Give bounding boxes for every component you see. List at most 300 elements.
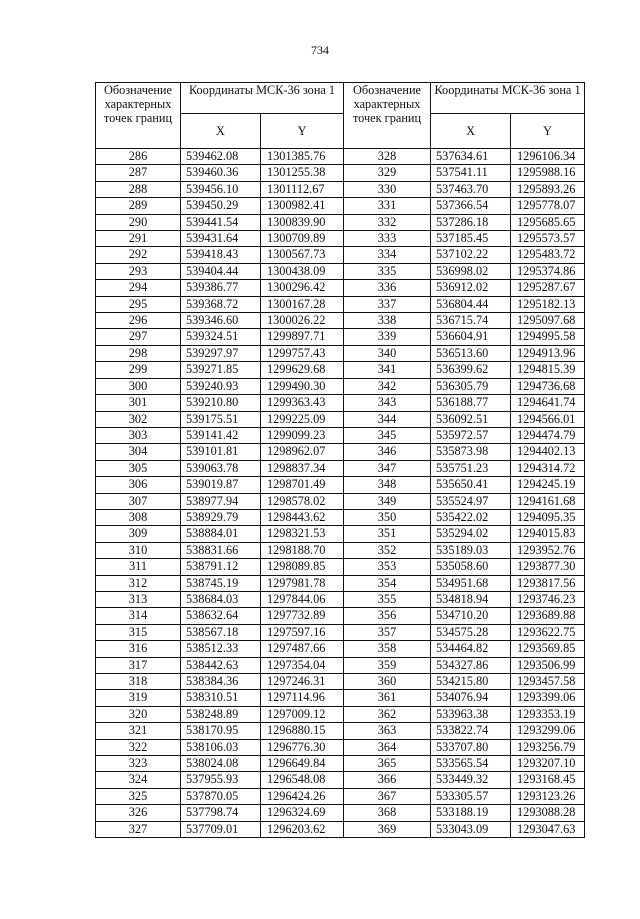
point-number-right: 363 <box>344 723 431 739</box>
point-number-left: 289 <box>96 198 181 214</box>
y-coordinate-right: 1293207.10 <box>511 756 585 772</box>
y-coordinate-right: 1294815.39 <box>511 362 585 378</box>
table-row <box>96 313 585 329</box>
x-coordinate-left: 539404.44 <box>181 263 261 279</box>
y-coordinate-left: 1301112.67 <box>261 181 344 197</box>
x-coordinate-left: 537709.01 <box>181 821 261 837</box>
x-coordinate-left: 539240.93 <box>181 378 261 394</box>
table-row <box>96 296 585 312</box>
table-row <box>96 247 585 263</box>
y-coordinate-left: 1299363.43 <box>261 395 344 411</box>
x-coordinate-right: 536092.51 <box>431 411 511 427</box>
y-coordinate-left: 1300438.09 <box>261 263 344 279</box>
y-coordinate-left: 1296776.30 <box>261 739 344 755</box>
x-coordinate-left: 538745.19 <box>181 575 261 591</box>
point-number-right: 328 <box>344 149 431 165</box>
table-row <box>96 641 585 657</box>
x-coordinate-right: 534076.94 <box>431 690 511 706</box>
x-coordinate-right: 535524.97 <box>431 493 511 509</box>
point-number-right: 354 <box>344 575 431 591</box>
point-number-right: 347 <box>344 460 431 476</box>
x-coordinate-right: 536998.02 <box>431 263 511 279</box>
x-coordinate-left: 537955.93 <box>181 772 261 788</box>
y-coordinate-left: 1299629.68 <box>261 362 344 378</box>
y-coordinate-right: 1293123.26 <box>511 788 585 804</box>
y-coordinate-left: 1298321.53 <box>261 526 344 542</box>
column-header-x-left: X <box>181 114 261 149</box>
table-row <box>96 411 585 427</box>
x-coordinate-left: 538929.79 <box>181 509 261 525</box>
x-coordinate-right: 533822.74 <box>431 723 511 739</box>
column-header-y-right: Y <box>511 114 585 149</box>
x-coordinate-right: 537102.22 <box>431 247 511 263</box>
x-coordinate-right: 533449.32 <box>431 772 511 788</box>
point-number-right: 335 <box>344 263 431 279</box>
y-coordinate-right: 1293506.99 <box>511 657 585 673</box>
point-number-left: 299 <box>96 362 181 378</box>
x-coordinate-left: 539063.78 <box>181 460 261 476</box>
x-coordinate-left: 538512.33 <box>181 641 261 657</box>
x-coordinate-left: 539462.08 <box>181 149 261 165</box>
point-number-right: 365 <box>344 756 431 772</box>
y-coordinate-right: 1294314.72 <box>511 460 585 476</box>
x-coordinate-left: 537798.74 <box>181 805 261 821</box>
y-coordinate-right: 1295483.72 <box>511 247 585 263</box>
table-row <box>96 509 585 525</box>
point-number-left: 309 <box>96 526 181 542</box>
y-coordinate-right: 1293256.79 <box>511 739 585 755</box>
point-number-left: 317 <box>96 657 181 673</box>
point-number-left: 290 <box>96 214 181 230</box>
point-number-right: 358 <box>344 641 431 657</box>
y-coordinate-right: 1295685.65 <box>511 214 585 230</box>
coordinates-table <box>95 82 585 838</box>
table-row <box>96 526 585 542</box>
x-coordinate-right: 537286.18 <box>431 214 511 230</box>
point-number-left: 326 <box>96 805 181 821</box>
point-number-left: 295 <box>96 296 181 312</box>
table-row <box>96 214 585 230</box>
point-number-right: 366 <box>344 772 431 788</box>
x-coordinate-left: 538977.94 <box>181 493 261 509</box>
point-number-left: 288 <box>96 181 181 197</box>
y-coordinate-right: 1295097.68 <box>511 313 585 329</box>
y-coordinate-right: 1294641.74 <box>511 395 585 411</box>
y-coordinate-right: 1294095.35 <box>511 509 585 525</box>
point-number-left: 307 <box>96 493 181 509</box>
x-coordinate-right: 536604.91 <box>431 329 511 345</box>
x-coordinate-left: 539297.97 <box>181 345 261 361</box>
table-row <box>96 575 585 591</box>
x-coordinate-left: 538442.63 <box>181 657 261 673</box>
column-header-y-left: Y <box>261 114 344 149</box>
table-row <box>96 198 585 214</box>
table-row <box>96 280 585 296</box>
table-row <box>96 723 585 739</box>
y-coordinate-left: 1300839.90 <box>261 214 344 230</box>
point-number-left: 319 <box>96 690 181 706</box>
y-coordinate-left: 1297114.96 <box>261 690 344 706</box>
y-coordinate-left: 1296203.62 <box>261 821 344 837</box>
y-coordinate-right: 1294736.68 <box>511 378 585 394</box>
point-number-right: 361 <box>344 690 431 706</box>
x-coordinate-right: 536513.60 <box>431 345 511 361</box>
x-coordinate-right: 535189.03 <box>431 542 511 558</box>
y-coordinate-left: 1299897.71 <box>261 329 344 345</box>
y-coordinate-left: 1298578.02 <box>261 493 344 509</box>
x-coordinate-right: 535058.60 <box>431 559 511 575</box>
y-coordinate-left: 1298089.85 <box>261 559 344 575</box>
x-coordinate-left: 538791.12 <box>181 559 261 575</box>
x-coordinate-right: 533565.54 <box>431 756 511 772</box>
x-coordinate-left: 537870.05 <box>181 788 261 804</box>
point-number-left: 297 <box>96 329 181 345</box>
x-coordinate-right: 535422.02 <box>431 509 511 525</box>
point-number-right: 350 <box>344 509 431 525</box>
y-coordinate-right: 1296106.34 <box>511 149 585 165</box>
y-coordinate-right: 1295287.67 <box>511 280 585 296</box>
table-row <box>96 559 585 575</box>
x-coordinate-left: 538024.08 <box>181 756 261 772</box>
x-coordinate-right: 537463.70 <box>431 181 511 197</box>
table-row <box>96 444 585 460</box>
x-coordinate-left: 538684.03 <box>181 591 261 607</box>
point-number-right: 331 <box>344 198 431 214</box>
x-coordinate-left: 539456.10 <box>181 181 261 197</box>
x-coordinate-right: 533707.80 <box>431 739 511 755</box>
x-coordinate-right: 537366.54 <box>431 198 511 214</box>
table-row <box>96 493 585 509</box>
x-coordinate-left: 538106.03 <box>181 739 261 755</box>
point-number-right: 360 <box>344 674 431 690</box>
y-coordinate-left: 1298188.70 <box>261 542 344 558</box>
table-row <box>96 690 585 706</box>
point-number-right: 364 <box>344 739 431 755</box>
table-row <box>96 395 585 411</box>
x-coordinate-left: 539368.72 <box>181 296 261 312</box>
column-header-coords-left: Координаты МСК-36 зона 1 <box>181 83 344 114</box>
y-coordinate-right: 1293299.06 <box>511 723 585 739</box>
point-number-right: 367 <box>344 788 431 804</box>
point-number-left: 302 <box>96 411 181 427</box>
point-number-right: 353 <box>344 559 431 575</box>
y-coordinate-left: 1298701.49 <box>261 477 344 493</box>
y-coordinate-left: 1298837.34 <box>261 460 344 476</box>
table-row <box>96 345 585 361</box>
point-number-left: 314 <box>96 608 181 624</box>
point-number-right: 330 <box>344 181 431 197</box>
y-coordinate-left: 1299490.30 <box>261 378 344 394</box>
point-number-left: 296 <box>96 313 181 329</box>
x-coordinate-left: 539210.80 <box>181 395 261 411</box>
x-coordinate-right: 535873.98 <box>431 444 511 460</box>
x-coordinate-right: 536804.44 <box>431 296 511 312</box>
y-coordinate-right: 1294995.58 <box>511 329 585 345</box>
point-number-right: 369 <box>344 821 431 837</box>
point-number-right: 346 <box>344 444 431 460</box>
point-number-right: 345 <box>344 427 431 443</box>
y-coordinate-left: 1296324.69 <box>261 805 344 821</box>
x-coordinate-left: 539418.43 <box>181 247 261 263</box>
table-row <box>96 231 585 247</box>
point-number-left: 286 <box>96 149 181 165</box>
point-number-left: 324 <box>96 772 181 788</box>
x-coordinate-left: 539386.77 <box>181 280 261 296</box>
point-number-right: 338 <box>344 313 431 329</box>
y-coordinate-left: 1300567.73 <box>261 247 344 263</box>
x-coordinate-left: 539346.60 <box>181 313 261 329</box>
x-coordinate-right: 533963.38 <box>431 706 511 722</box>
table-row <box>96 542 585 558</box>
y-coordinate-left: 1300026.22 <box>261 313 344 329</box>
point-number-right: 339 <box>344 329 431 345</box>
table-row <box>96 329 585 345</box>
x-coordinate-left: 539431.64 <box>181 231 261 247</box>
y-coordinate-left: 1297981.78 <box>261 575 344 591</box>
x-coordinate-right: 536305.79 <box>431 378 511 394</box>
y-coordinate-right: 1293817.56 <box>511 575 585 591</box>
table-row <box>96 378 585 394</box>
x-coordinate-right: 535294.02 <box>431 526 511 542</box>
point-number-right: 344 <box>344 411 431 427</box>
table-row <box>96 657 585 673</box>
point-number-right: 340 <box>344 345 431 361</box>
y-coordinate-left: 1297844.06 <box>261 591 344 607</box>
y-coordinate-right: 1294015.83 <box>511 526 585 542</box>
table-row <box>96 674 585 690</box>
point-number-left: 287 <box>96 165 181 181</box>
y-coordinate-right: 1293168.45 <box>511 772 585 788</box>
x-coordinate-right: 537541.11 <box>431 165 511 181</box>
y-coordinate-left: 1301255.38 <box>261 165 344 181</box>
y-coordinate-right: 1293088.28 <box>511 805 585 821</box>
x-coordinate-left: 538632.64 <box>181 608 261 624</box>
y-coordinate-left: 1297354.04 <box>261 657 344 673</box>
table-row <box>96 706 585 722</box>
y-coordinate-right: 1293746.23 <box>511 591 585 607</box>
point-number-left: 298 <box>96 345 181 361</box>
y-coordinate-right: 1294161.68 <box>511 493 585 509</box>
y-coordinate-left: 1299757.43 <box>261 345 344 361</box>
table-row <box>96 181 585 197</box>
point-number-left: 294 <box>96 280 181 296</box>
x-coordinate-right: 534327.86 <box>431 657 511 673</box>
x-coordinate-left: 538831.66 <box>181 542 261 558</box>
y-coordinate-right: 1295778.07 <box>511 198 585 214</box>
x-coordinate-right: 536715.74 <box>431 313 511 329</box>
point-number-right: 336 <box>344 280 431 296</box>
point-number-left: 312 <box>96 575 181 591</box>
point-number-right: 329 <box>344 165 431 181</box>
y-coordinate-right: 1295573.57 <box>511 231 585 247</box>
y-coordinate-right: 1293047.63 <box>511 821 585 837</box>
y-coordinate-left: 1300167.28 <box>261 296 344 312</box>
point-number-left: 306 <box>96 477 181 493</box>
table-row <box>96 263 585 279</box>
table-row <box>96 427 585 443</box>
x-coordinate-left: 538384.36 <box>181 674 261 690</box>
table-row <box>96 362 585 378</box>
page-number: 734 <box>311 43 329 57</box>
x-coordinate-right: 535972.57 <box>431 427 511 443</box>
column-header-mark-left: Обозначение характерных точек границ <box>96 83 181 149</box>
y-coordinate-right: 1294566.01 <box>511 411 585 427</box>
point-number-left: 322 <box>96 739 181 755</box>
x-coordinate-left: 539175.51 <box>181 411 261 427</box>
point-number-left: 327 <box>96 821 181 837</box>
y-coordinate-left: 1297487.66 <box>261 641 344 657</box>
y-coordinate-right: 1295374.86 <box>511 263 585 279</box>
point-number-left: 316 <box>96 641 181 657</box>
point-number-left: 292 <box>96 247 181 263</box>
table-row <box>96 821 585 837</box>
x-coordinate-right: 534818.94 <box>431 591 511 607</box>
point-number-right: 348 <box>344 477 431 493</box>
x-coordinate-left: 538884.01 <box>181 526 261 542</box>
y-coordinate-right: 1293457.58 <box>511 674 585 690</box>
x-coordinate-right: 537185.45 <box>431 231 511 247</box>
point-number-left: 320 <box>96 706 181 722</box>
x-coordinate-right: 533043.09 <box>431 821 511 837</box>
y-coordinate-right: 1295893.26 <box>511 181 585 197</box>
y-coordinate-right: 1293569.85 <box>511 641 585 657</box>
point-number-left: 323 <box>96 756 181 772</box>
table-row <box>96 772 585 788</box>
table-row <box>96 739 585 755</box>
y-coordinate-left: 1296649.84 <box>261 756 344 772</box>
table-row <box>96 608 585 624</box>
point-number-right: 368 <box>344 805 431 821</box>
x-coordinate-right: 534464.82 <box>431 641 511 657</box>
table-row <box>96 477 585 493</box>
y-coordinate-right: 1294402.13 <box>511 444 585 460</box>
x-coordinate-right: 534575.28 <box>431 624 511 640</box>
point-number-left: 308 <box>96 509 181 525</box>
table-row <box>96 149 585 165</box>
column-header-coords-right: Координаты МСК-36 зона 1 <box>431 83 585 114</box>
x-coordinate-left: 538248.89 <box>181 706 261 722</box>
y-coordinate-right: 1294913.96 <box>511 345 585 361</box>
x-coordinate-left: 539141.42 <box>181 427 261 443</box>
point-number-right: 333 <box>344 231 431 247</box>
point-number-left: 293 <box>96 263 181 279</box>
x-coordinate-right: 534951.68 <box>431 575 511 591</box>
x-coordinate-left: 538310.51 <box>181 690 261 706</box>
x-coordinate-right: 534710.20 <box>431 608 511 624</box>
x-coordinate-right: 536912.02 <box>431 280 511 296</box>
point-number-right: 359 <box>344 657 431 673</box>
point-number-left: 303 <box>96 427 181 443</box>
x-coordinate-right: 533188.19 <box>431 805 511 821</box>
table-row <box>96 165 585 181</box>
x-coordinate-left: 539460.36 <box>181 165 261 181</box>
y-coordinate-left: 1300709.89 <box>261 231 344 247</box>
column-header-x-right: X <box>431 114 511 149</box>
table-body <box>96 149 585 838</box>
y-coordinate-left: 1296548.08 <box>261 772 344 788</box>
table-row <box>96 460 585 476</box>
table-row <box>96 805 585 821</box>
point-number-left: 291 <box>96 231 181 247</box>
y-coordinate-left: 1301385.76 <box>261 149 344 165</box>
x-coordinate-right: 534215.80 <box>431 674 511 690</box>
y-coordinate-right: 1295988.16 <box>511 165 585 181</box>
x-coordinate-right: 535650.41 <box>431 477 511 493</box>
y-coordinate-right: 1293353.19 <box>511 706 585 722</box>
y-coordinate-left: 1297597.16 <box>261 624 344 640</box>
y-coordinate-right: 1295182.13 <box>511 296 585 312</box>
point-number-right: 337 <box>344 296 431 312</box>
y-coordinate-left: 1296880.15 <box>261 723 344 739</box>
table-row <box>96 624 585 640</box>
point-number-left: 305 <box>96 460 181 476</box>
point-number-right: 332 <box>344 214 431 230</box>
x-coordinate-right: 535751.23 <box>431 460 511 476</box>
y-coordinate-left: 1299099.23 <box>261 427 344 443</box>
x-coordinate-left: 539271.85 <box>181 362 261 378</box>
y-coordinate-right: 1293622.75 <box>511 624 585 640</box>
x-coordinate-right: 537634.61 <box>431 149 511 165</box>
point-number-left: 313 <box>96 591 181 607</box>
y-coordinate-left: 1297246.31 <box>261 674 344 690</box>
y-coordinate-left: 1300296.42 <box>261 280 344 296</box>
point-number-right: 342 <box>344 378 431 394</box>
point-number-right: 355 <box>344 591 431 607</box>
x-coordinate-left: 539101.81 <box>181 444 261 460</box>
y-coordinate-left: 1297009.12 <box>261 706 344 722</box>
y-coordinate-left: 1298962.07 <box>261 444 344 460</box>
point-number-right: 351 <box>344 526 431 542</box>
y-coordinate-left: 1300982.41 <box>261 198 344 214</box>
point-number-left: 321 <box>96 723 181 739</box>
point-number-right: 356 <box>344 608 431 624</box>
point-number-right: 357 <box>344 624 431 640</box>
point-number-left: 300 <box>96 378 181 394</box>
point-number-left: 318 <box>96 674 181 690</box>
point-number-left: 310 <box>96 542 181 558</box>
point-number-right: 362 <box>344 706 431 722</box>
y-coordinate-right: 1294245.19 <box>511 477 585 493</box>
x-coordinate-right: 533305.57 <box>431 788 511 804</box>
y-coordinate-left: 1299225.09 <box>261 411 344 427</box>
table-row <box>96 591 585 607</box>
x-coordinate-left: 539019.87 <box>181 477 261 493</box>
y-coordinate-left: 1298443.62 <box>261 509 344 525</box>
x-coordinate-right: 536399.62 <box>431 362 511 378</box>
table-row <box>96 756 585 772</box>
point-number-left: 301 <box>96 395 181 411</box>
point-number-right: 352 <box>344 542 431 558</box>
point-number-left: 325 <box>96 788 181 804</box>
x-coordinate-left: 538567.18 <box>181 624 261 640</box>
table-row <box>96 788 585 804</box>
point-number-left: 311 <box>96 559 181 575</box>
x-coordinate-left: 539450.29 <box>181 198 261 214</box>
point-number-left: 315 <box>96 624 181 640</box>
point-number-right: 341 <box>344 362 431 378</box>
y-coordinate-left: 1297732.89 <box>261 608 344 624</box>
y-coordinate-right: 1294474.79 <box>511 427 585 443</box>
column-header-mark-right: Обозначение характерных точек границ <box>344 83 431 149</box>
x-coordinate-left: 539324.51 <box>181 329 261 345</box>
point-number-right: 349 <box>344 493 431 509</box>
y-coordinate-right: 1293877.30 <box>511 559 585 575</box>
point-number-right: 334 <box>344 247 431 263</box>
y-coordinate-right: 1293399.06 <box>511 690 585 706</box>
x-coordinate-left: 539441.54 <box>181 214 261 230</box>
y-coordinate-right: 1293689.88 <box>511 608 585 624</box>
point-number-right: 343 <box>344 395 431 411</box>
